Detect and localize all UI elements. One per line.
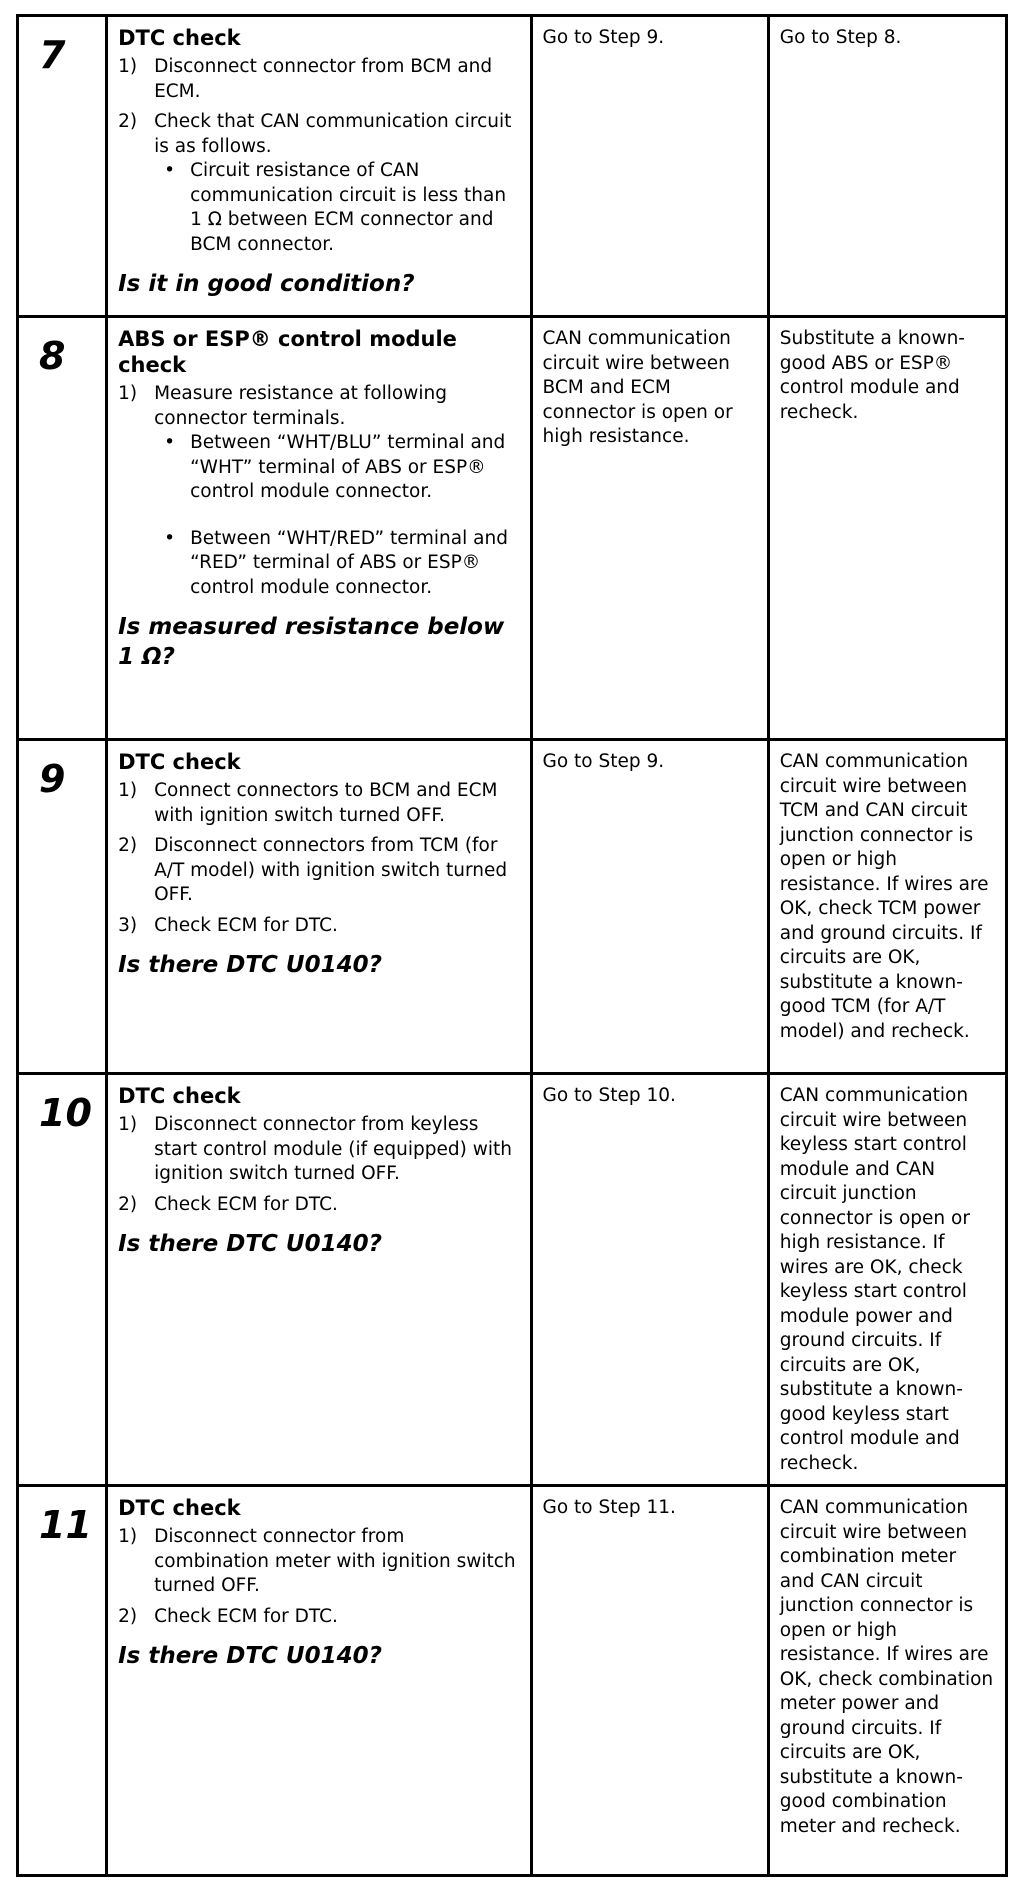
item-text: Disconnect connectors from TCM (for A/T model) with ignition switch turned OFF. bbox=[154, 835, 508, 905]
action-cell bbox=[107, 740, 531, 1074]
step-title: DTC check bbox=[118, 750, 241, 774]
yes-result: Go to Step 11. bbox=[542, 1497, 676, 1518]
item-number: 1) bbox=[118, 1526, 138, 1547]
step-cell bbox=[18, 1074, 107, 1486]
no-cell bbox=[768, 1074, 1006, 1486]
list-item bbox=[118, 779, 519, 828]
bullet-item: • Circuit resistance of CAN communication circuit is less than 1 Ω between ECM connector and BCM connector. bbox=[154, 159, 519, 257]
yes-result: Go to Step 9. bbox=[542, 27, 665, 48]
action-cell bbox=[107, 16, 531, 317]
yes-result: Go to Step 9. bbox=[542, 751, 665, 772]
no-result: Substitute a known-good ABS or ESP® control module and recheck. bbox=[779, 328, 965, 423]
no-result: CAN communication circuit wire between keyless start control module and CAN circuit junction connector is open or high resistance. If wires are OK, check keyless start control module power and ground circuits. If circuits are OK, substitute a known-good keyless start control module and recheck. bbox=[779, 1085, 970, 1474]
step-number: 10 bbox=[39, 1091, 92, 1135]
no-result: CAN communication circuit wire between combination meter and CAN circuit junction connector is open or high resistance. If wires are OK, check combination meter power and ground circuits. If circuits are OK, substitute a known-good combination meter and recheck. bbox=[779, 1497, 994, 1837]
diagnostic-table bbox=[16, 14, 1008, 1877]
step-title: DTC check bbox=[118, 26, 241, 50]
item-text: Disconnect connector from BCM and ECM. bbox=[154, 56, 493, 102]
item-number: 3) bbox=[118, 914, 138, 936]
bullet-item: • Between “WHT/RED” terminal and “RED” terminal of ABS or ESP® control module connector. bbox=[154, 527, 519, 601]
action-cell bbox=[107, 1486, 531, 1876]
action-cell bbox=[107, 317, 531, 740]
item-number: 2) bbox=[118, 1193, 138, 1215]
item-text: Check ECM for DTC. bbox=[154, 1605, 338, 1627]
step-cell bbox=[18, 16, 107, 317]
table-row bbox=[18, 1486, 1007, 1876]
yes-cell bbox=[531, 1074, 768, 1486]
table-row bbox=[18, 1074, 1007, 1486]
item-text: Disconnect connector from combination meter with ignition switch turned OFF. bbox=[154, 1526, 516, 1596]
no-cell bbox=[768, 740, 1006, 1074]
list-item bbox=[118, 110, 519, 257]
action-cell bbox=[107, 1074, 531, 1486]
step-question: Is measured resistance below 1 Ω? bbox=[118, 614, 505, 670]
no-result: Go to Step 8. bbox=[779, 27, 902, 48]
yes-result: Go to Step 10. bbox=[542, 1085, 676, 1106]
step-cell bbox=[18, 317, 107, 740]
step-question: Is it in good condition? bbox=[118, 271, 415, 297]
no-result: CAN communication circuit wire between TCM and CAN circuit junction connector is open or high resistance. If wires are OK, check TCM power and ground circuits. If circuits are OK, substitute a known-good TCM (for A/T model) and recheck. bbox=[779, 751, 989, 1042]
no-cell bbox=[768, 317, 1006, 740]
step-number: 9 bbox=[39, 757, 66, 801]
item-number: 1) bbox=[118, 56, 138, 77]
list-item bbox=[118, 834, 519, 908]
yes-cell bbox=[531, 740, 768, 1074]
no-cell bbox=[768, 1486, 1006, 1876]
step-question: Is there DTC U0140? bbox=[118, 1643, 382, 1669]
item-text: Measure resistance at following connector terminals. bbox=[154, 383, 447, 429]
step-title: DTC check bbox=[118, 1496, 241, 1520]
item-number: 2) bbox=[118, 1605, 138, 1627]
step-title: DTC check bbox=[118, 1084, 241, 1108]
item-text: Disconnect connector from keyless start control module (if equipped) with ignition switch turned OFF. bbox=[154, 1114, 512, 1184]
item-text: Connect connectors to BCM and ECM with ignition switch turned OFF. bbox=[154, 780, 498, 826]
item-number: 1) bbox=[118, 1114, 138, 1135]
step-number: 8 bbox=[39, 334, 66, 378]
step-cell bbox=[18, 1486, 107, 1876]
step-question: Is there DTC U0140? bbox=[118, 1231, 382, 1257]
list-item bbox=[118, 55, 519, 104]
step-number: 11 bbox=[39, 1503, 92, 1547]
item-text: Check ECM for DTC. bbox=[154, 1193, 338, 1215]
list-item bbox=[118, 1525, 519, 1599]
step-title: ABS or ESP® control module check bbox=[118, 327, 457, 377]
list-item bbox=[118, 1113, 519, 1187]
yes-cell bbox=[531, 16, 768, 317]
item-number: 2) bbox=[118, 111, 138, 132]
item-number: 2) bbox=[118, 835, 138, 856]
list-item bbox=[118, 914, 519, 939]
item-text: Check ECM for DTC. bbox=[154, 914, 338, 936]
item-number: 1) bbox=[118, 780, 138, 801]
step-cell bbox=[18, 740, 107, 1074]
yes-cell bbox=[531, 1486, 768, 1876]
list-item bbox=[118, 1193, 519, 1218]
list-item bbox=[118, 1605, 519, 1630]
item-number: 1) bbox=[118, 383, 138, 404]
step-number: 7 bbox=[39, 33, 66, 77]
bullet-item: • Between “WHT/BLU” terminal and “WHT” terminal of ABS or ESP® control module connector. bbox=[154, 431, 519, 505]
list-item bbox=[118, 382, 519, 600]
yes-result: CAN communication circuit wire between BCM and ECM connector is open or high resistance. bbox=[542, 328, 733, 447]
table-row bbox=[18, 740, 1007, 1074]
table-row bbox=[18, 317, 1007, 740]
step-question: Is there DTC U0140? bbox=[118, 952, 382, 978]
yes-cell bbox=[531, 317, 768, 740]
table-row bbox=[18, 16, 1007, 317]
no-cell bbox=[768, 16, 1006, 317]
item-text: Check that CAN communication circuit is as follows. bbox=[154, 111, 512, 157]
